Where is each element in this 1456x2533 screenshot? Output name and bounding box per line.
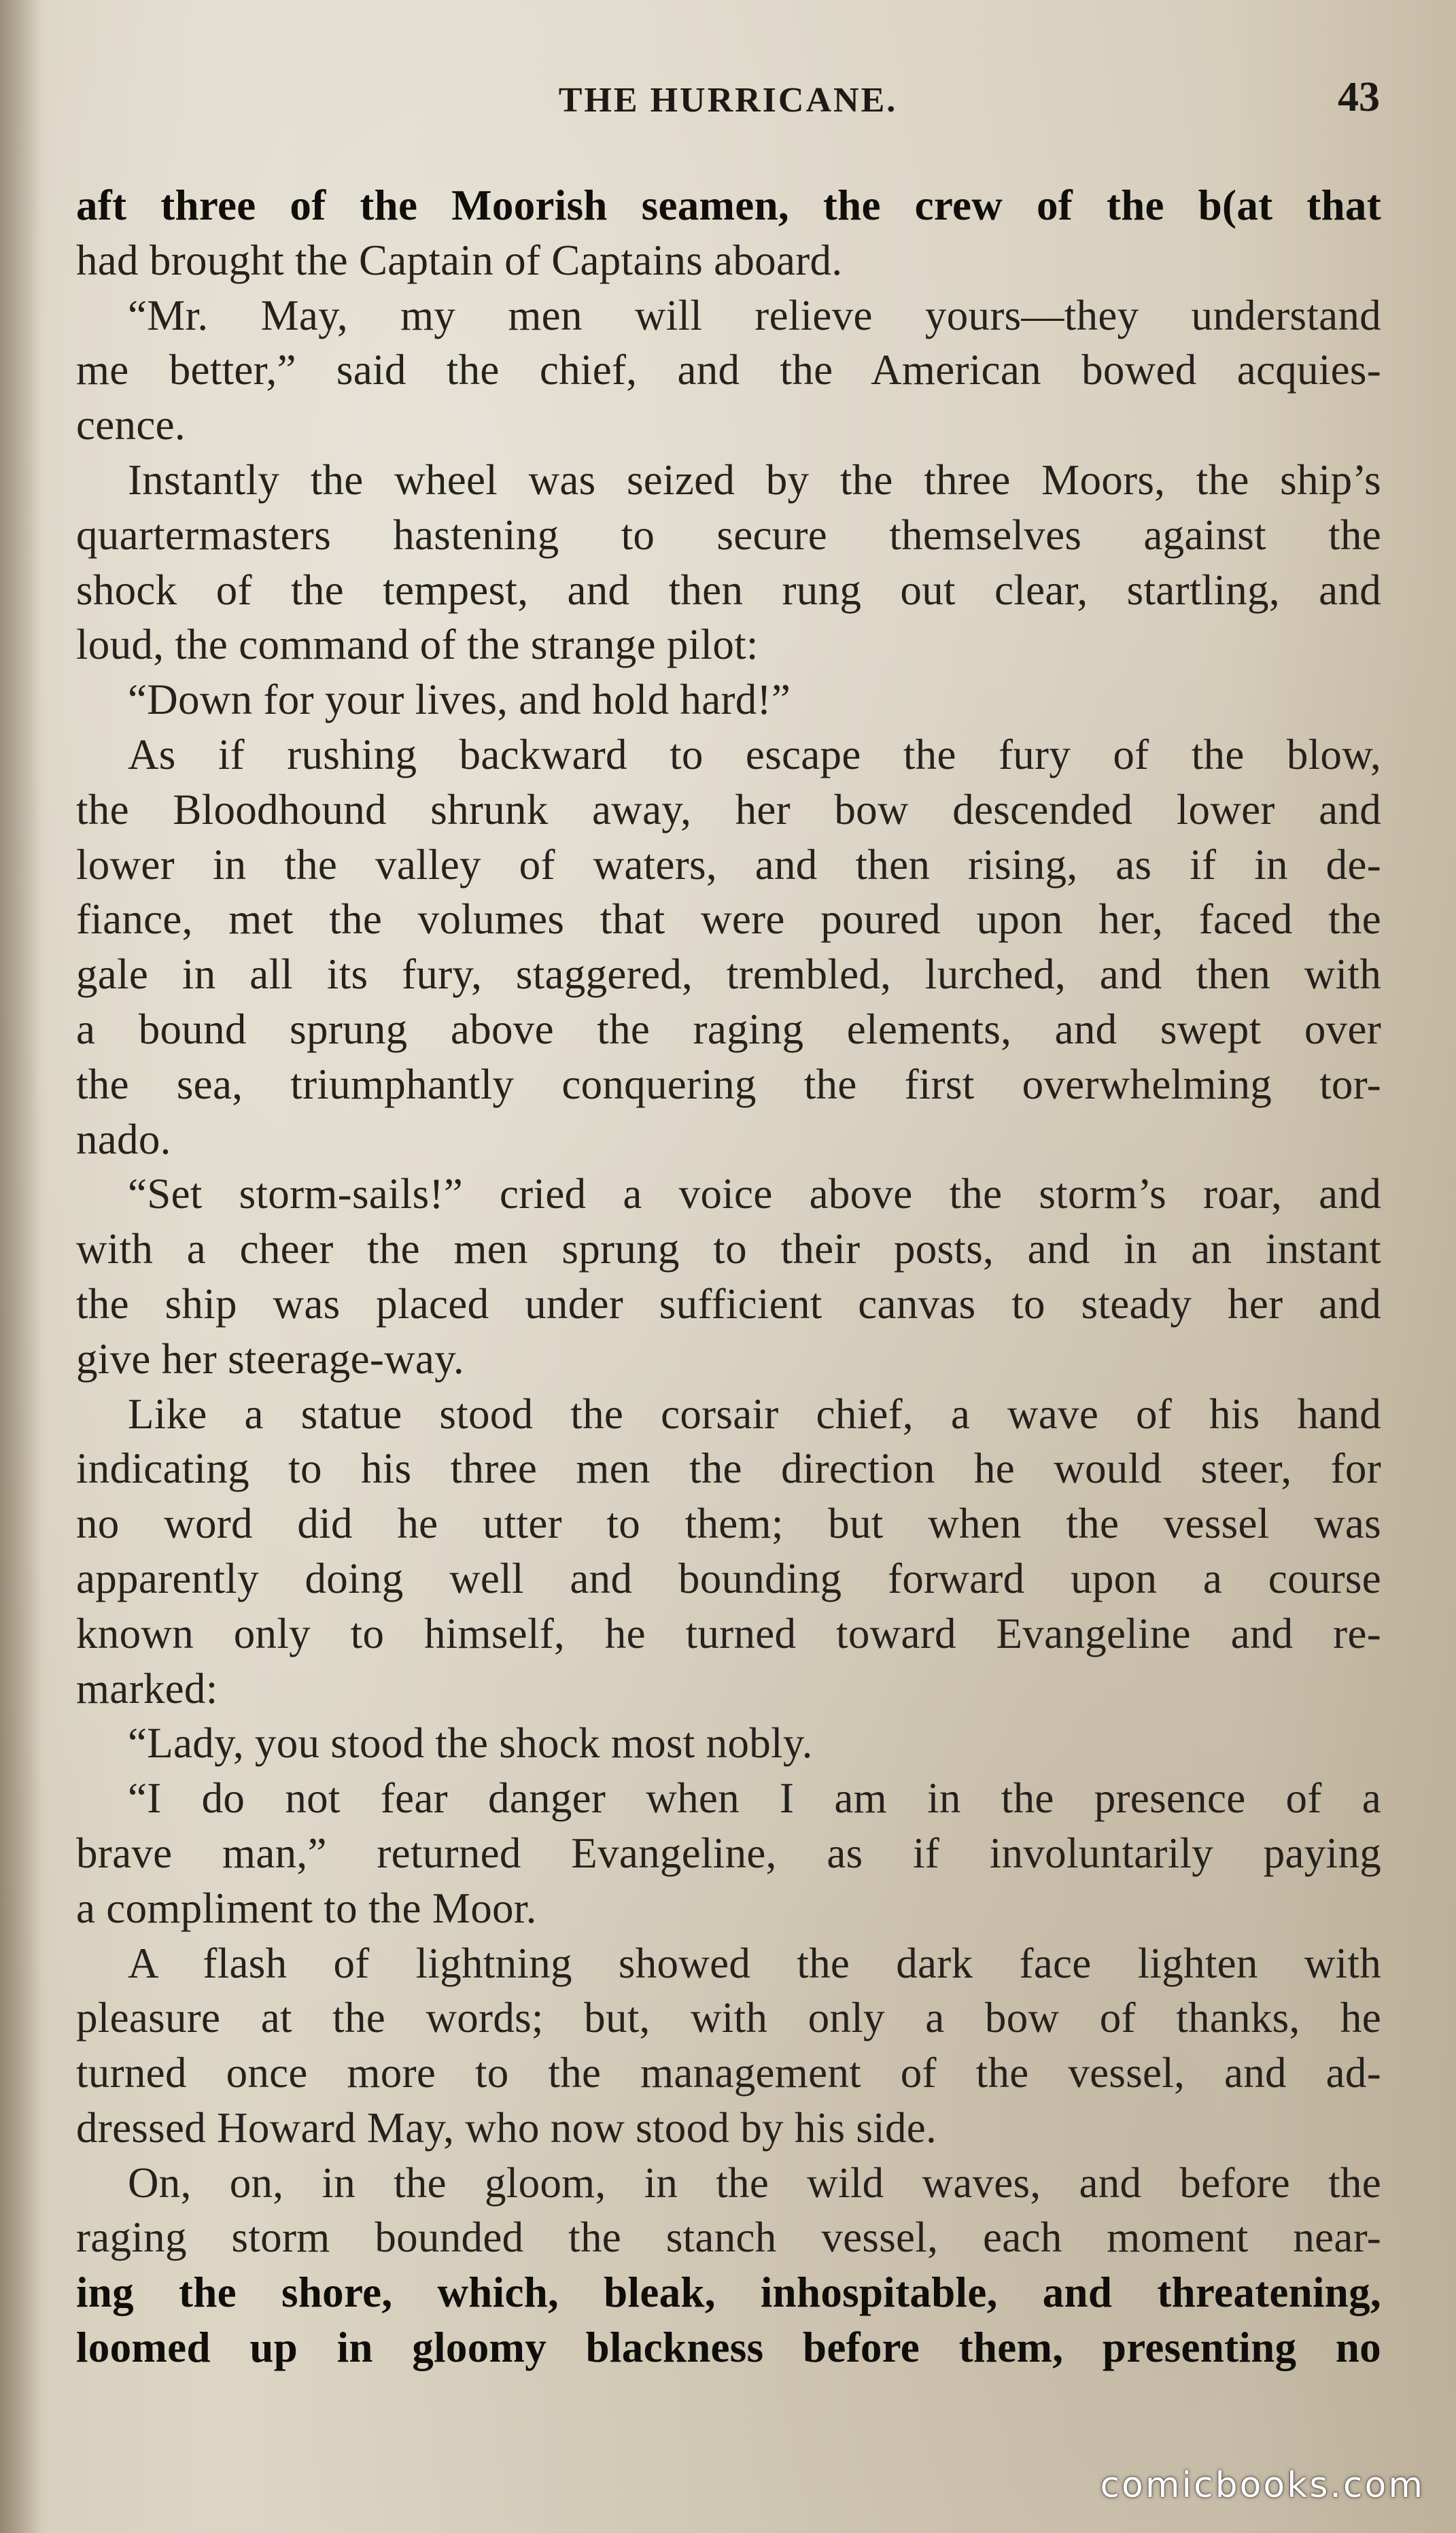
text-line: fiance, met the volumes that were poured upon her, faced the — [76, 895, 1381, 944]
text-line: turned once more to the management of the vessel, and ad- — [76, 2049, 1381, 2097]
text-line: As if rushing backward to escape the fury of the blow, — [128, 730, 1381, 778]
page-number: 43 — [1338, 74, 1380, 120]
text-line: no word did he utter to them; but when the vessel was — [76, 1500, 1381, 1548]
text-line: “Set storm-sails!” cried a voice above the storm’s roar, and — [128, 1170, 1381, 1218]
text-line: gale in all its fury, staggered, trembled, lurched, and then with — [76, 950, 1381, 999]
text-line: shock of the tempest, and then rung out clear, startling, and — [76, 566, 1381, 614]
text-line: “Down for your lives, and hold hard!” — [128, 676, 791, 724]
text-line: pleasure at the words; but, with only a bow of thanks, he — [76, 1994, 1381, 2042]
text-line: quartermasters hastening to secure themselves against the — [76, 511, 1381, 559]
text-line: aft three of the Moorish seamen, the crew of the b(at that — [76, 182, 1381, 229]
text-line: with a cheer the men sprung to their posts, and in an instant — [76, 1225, 1381, 1273]
text-line: give her steerage-way. — [76, 1334, 464, 1383]
text-line: “Lady, you stood the shock most nobly. — [128, 1719, 813, 1768]
text-line: dressed Howard May, who now stood by his side. — [76, 2103, 937, 2152]
text-line: Like a statue stood the corsair chief, a wave of his hand — [128, 1390, 1381, 1438]
page-gutter-shadow — [0, 0, 41, 2533]
text-line: marked: — [76, 1664, 218, 1712]
text-line: A flash of lightning showed the dark face lighten with — [128, 1939, 1381, 1987]
text-line: ing the shore, which, bleak, inhospitable, and threatening, — [76, 2269, 1381, 2317]
text-line: “Mr. May, my men will relieve yours—they understand — [128, 291, 1381, 339]
text-line: a compliment to the Moor. — [76, 1884, 537, 1932]
text-line: cence. — [76, 401, 186, 449]
text-line: indicating to his three men the direction he would steer, for — [76, 1445, 1381, 1493]
text-line: loud, the command of the strange pilot: — [76, 621, 759, 669]
text-line: a bound sprung above the raging elements, and swept over — [76, 1005, 1381, 1053]
text-line: Instantly the wheel was seized by the three Moors, the ship’s — [128, 455, 1381, 504]
text-line: me better,” said the chief, and the American bowed acquies- — [76, 346, 1381, 394]
running-head: THE HURRICANE. — [558, 81, 898, 120]
watermark: comicbooks.com — [1100, 2465, 1425, 2506]
text-line: known only to himself, he turned toward Evangeline and re- — [76, 1609, 1381, 1657]
text-line: “I do not fear danger when I am in the presence of a — [128, 1774, 1381, 1823]
text-line: apparently doing well and bounding forward upon a course — [76, 1554, 1381, 1602]
text-line: the Bloodhound shrunk away, her bow descended lower and — [76, 785, 1381, 833]
text-line: raging storm bounded the stanch vessel, each moment near- — [76, 2213, 1381, 2262]
text-line: loomed up in gloomy blackness before them, presenting no — [76, 2324, 1381, 2372]
body-text — [76, 178, 1381, 2375]
text-line: the ship was placed under sufficient canvas to steady her and — [76, 1279, 1381, 1328]
text-line: lower in the valley of waters, and then rising, as if in de- — [76, 840, 1381, 889]
text-line: had brought the Captain of Captains aboard. — [76, 236, 843, 284]
text-line: On, on, in the gloom, in the wild waves, and before the — [128, 2158, 1381, 2207]
text-line: the sea, triumphantly conquering the first overwhelming tor- — [76, 1060, 1381, 1108]
text-line: nado. — [76, 1115, 171, 1163]
text-line: brave man,” returned Evangeline, as if involuntarily paying — [76, 1829, 1381, 1877]
